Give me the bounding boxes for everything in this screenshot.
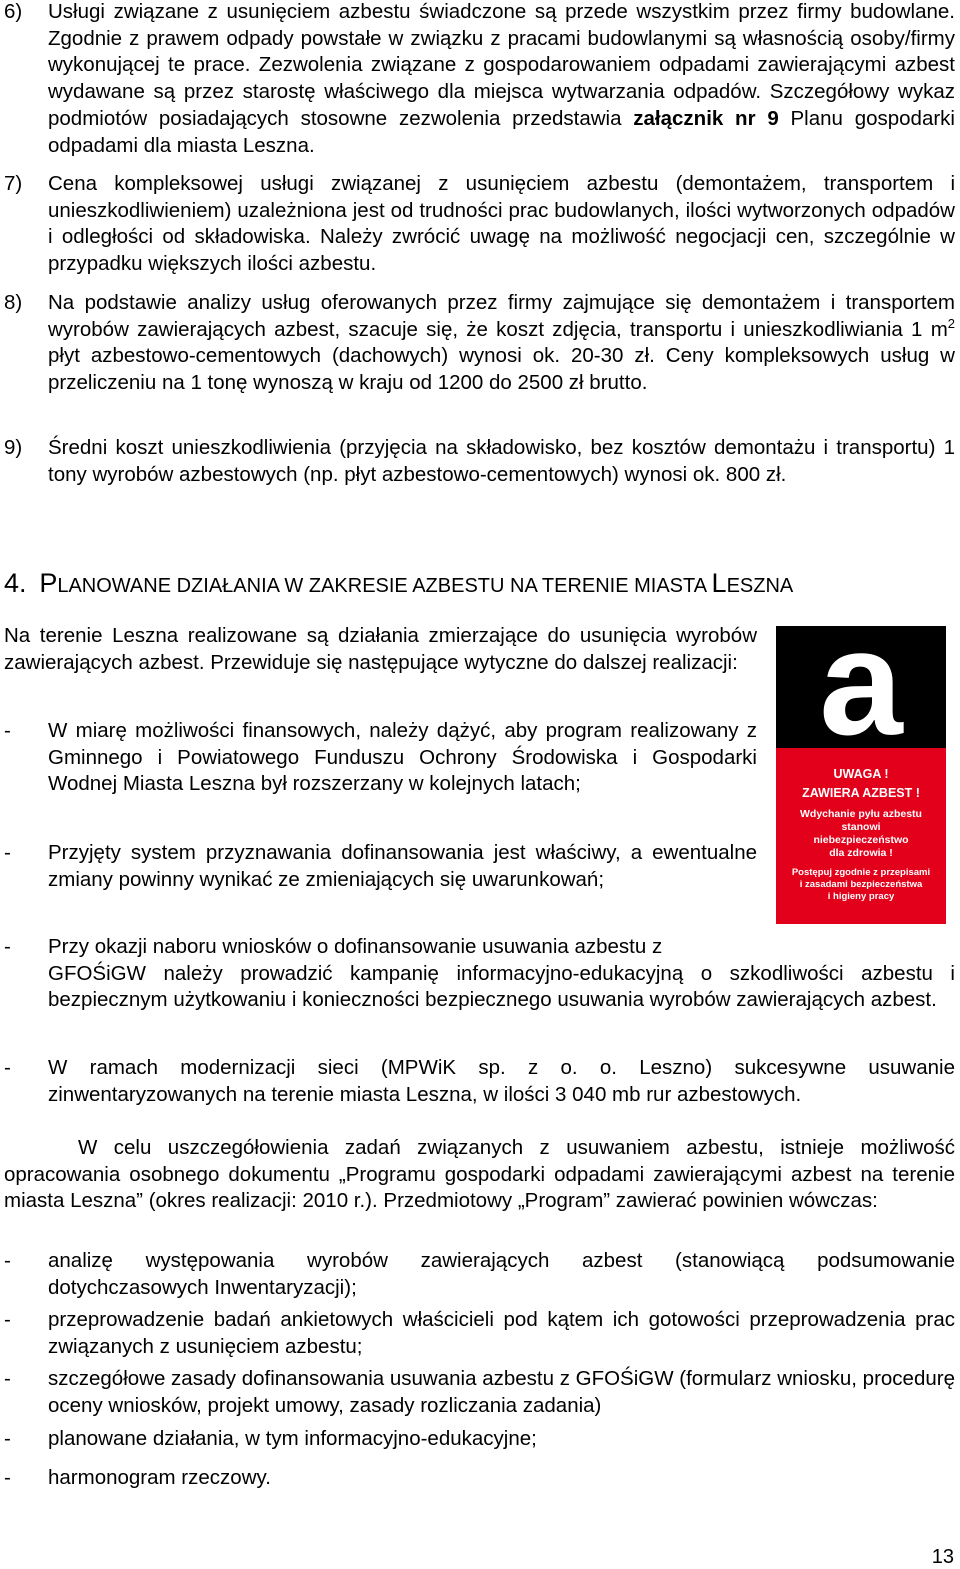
intro-paragraph: Na terenie Leszna realizowane są działania zmierzające do usunięcia wyrobów zawierających azbest. Przewiduje się następujące wytyczne do dalszej realizacji: [4,624,757,674]
list-item: - Przyjęty system przyznawania dofinansowania jest właściwy, a ewentualne zmiany powinny wynikać ze zmieniających się uwarunkowań; [4,841,757,891]
item-text: Usługi związane z usunięciem azbestu świadczone są przede wszystkim przez firmy budowlane. Zgodnie z prawem odpady powstałe w związku z pracami budowlanymi są własnością osoby/firmy wykonującej te prace. Zezwolenia związane z gospodarowaniem odpadami zawierającymi azbest wydawane są przez starostę właściwego dla miejsca wytwarzania odpadów. Szczegółowy wykaz podmiotów posiadających stosowne zezwolenia przedstawia załącznik nr 9 Planu gospodarki odpadami dla miasta Leszna. [48,0,955,157]
list-item: - harmonogram rzeczowy. [4,1466,271,1489]
sign-text: niebezpieczeństwo [813,834,909,846]
item-number: 9) [4,436,23,459]
list-item-6 [4,0,955,159]
sign-contains-asbestos: ZAWIERA AZBEST ! [802,786,920,800]
superscript: 2 [947,315,955,331]
page-number: 13 [931,1546,954,1568]
item-text: Na podstawie analizy usług oferowanych przez firmy zajmujące się demontażem i transportem wyrobów zawierających azbest, szacuje się, że koszt zdjęcia, transportu i unieszkodliwiania 1 $m^2$ płyt azbestowo-cementowych (dachowych) wynosi ok. 20-30 zł. Ceny kompleksowych usług w przeliczeniu na 1 tonę wynoszą w kraju od 1200 do 2500 zł brutto. [48,291,955,395]
list-item: - Przy okazji naboru wniosków o dofinansowanie usuwania azbestu z GFOŚiGW należy prowadzić kampanię informacyjno-edukacyjną o szkodliwości azbestu i bezpiecznym użytkowaniu i konieczności bezpiecznego usuwania wyrobów zawierających azbest. [4,935,955,1012]
list-item: - W ramach modernizacji sieci (MPWiK sp. z o. o. Leszno) sukcesywne usuwanie zinwentaryzowanych na terenie miasta Leszna, w ilości 3 040 mb rur azbestowych. [4,1056,955,1106]
item-text: Średni koszt unieszkodliwienia (przyjęcia na składowisko, bez kosztów demontażu i transportu) 1 tony wyrobów azbestowych (np. płyt azbestowo-cementowych) wynosi ok. 800 zł. [48,436,955,486]
sign-text: dla zdrowia ! [829,847,893,859]
bold-reference: załącznik nr 9 [633,106,779,130]
list-item: - planowane działania, w tym informacyjno-edukacyjne; [4,1427,537,1450]
list-item: - szczegółowe zasady dofinansowania usuwania azbestu z GFOŚiGW (formularz wniosku, procedurę oceny wniosków, projekt umowy, zasady rozliczania zadania) [4,1367,955,1417]
list-item: - analizę występowania wyrobów zawierających azbest (stanowiącą podsumowanie dotychczasowych Inwentaryzacji); [4,1249,955,1299]
sign-text: Postępuj zgodnie z przepisami [791,867,931,878]
sign-text: stanowi [841,821,881,833]
body-paragraph: W celu uszczegółowienia zadań związanych z usuwaniem azbestu, istnieje możliwość opracowania osobnego dokumentu „Programu gospodarki odpadami zawierającymi azbest na terenie miasta Leszna” (okres realizacji: 2010 r.). Przedmiotowy „Program” zawierać powinien wówczas: [4,1136,955,1213]
sign-text: Wdychanie pyłu azbestu [800,808,922,820]
item-number: 8) [4,291,23,314]
section-number: 4. [4,568,27,598]
sign-letter: a [819,626,903,766]
list-item-7 [4,171,955,278]
section-heading: 4. PLANOWANE DZIAŁANIA W ZAKRESIE AZBESTU NA TERENIE MIASTA LESZNA [4,568,794,598]
item-number: 7) [4,172,23,195]
list-item-8 [4,290,955,397]
sign-warning: UWAGA ! [833,767,889,781]
sign-text: i higieny pracy [827,891,895,902]
sign-text: i zasadami bezpieczeństwa [799,879,923,890]
list-item-9 [4,435,955,488]
list-item: - przeprowadzenie badań ankietowych właścicieli pod kątem ich gotowości przeprowadzenia prac związanych z usunięciem azbestu; [4,1308,955,1358]
list-item: - W miarę możliwości finansowych, należy dążyć, aby program realizowany z Gminnego i Powiatowego Funduszu Ochrony Środowiska i Gospodarki Wodnej Miasta Leszna był rozszerzany w kolejnych latach; [4,719,757,796]
asbestos-warning-sign [776,626,946,924]
item-text: Cena kompleksowej usługi związanej z usunięciem azbestu (demontażem, transportem i unieszkodliwieniem) uzależniona jest od trudności prac budowlanych, ilości wytworzonych odpadów i odległości od składowiska. Należy zwrócić uwagę na możliwość negocjacji cen, szczególnie w przypadku większych ilości azbestu. [48,172,955,276]
item-number: 6) [4,0,23,23]
